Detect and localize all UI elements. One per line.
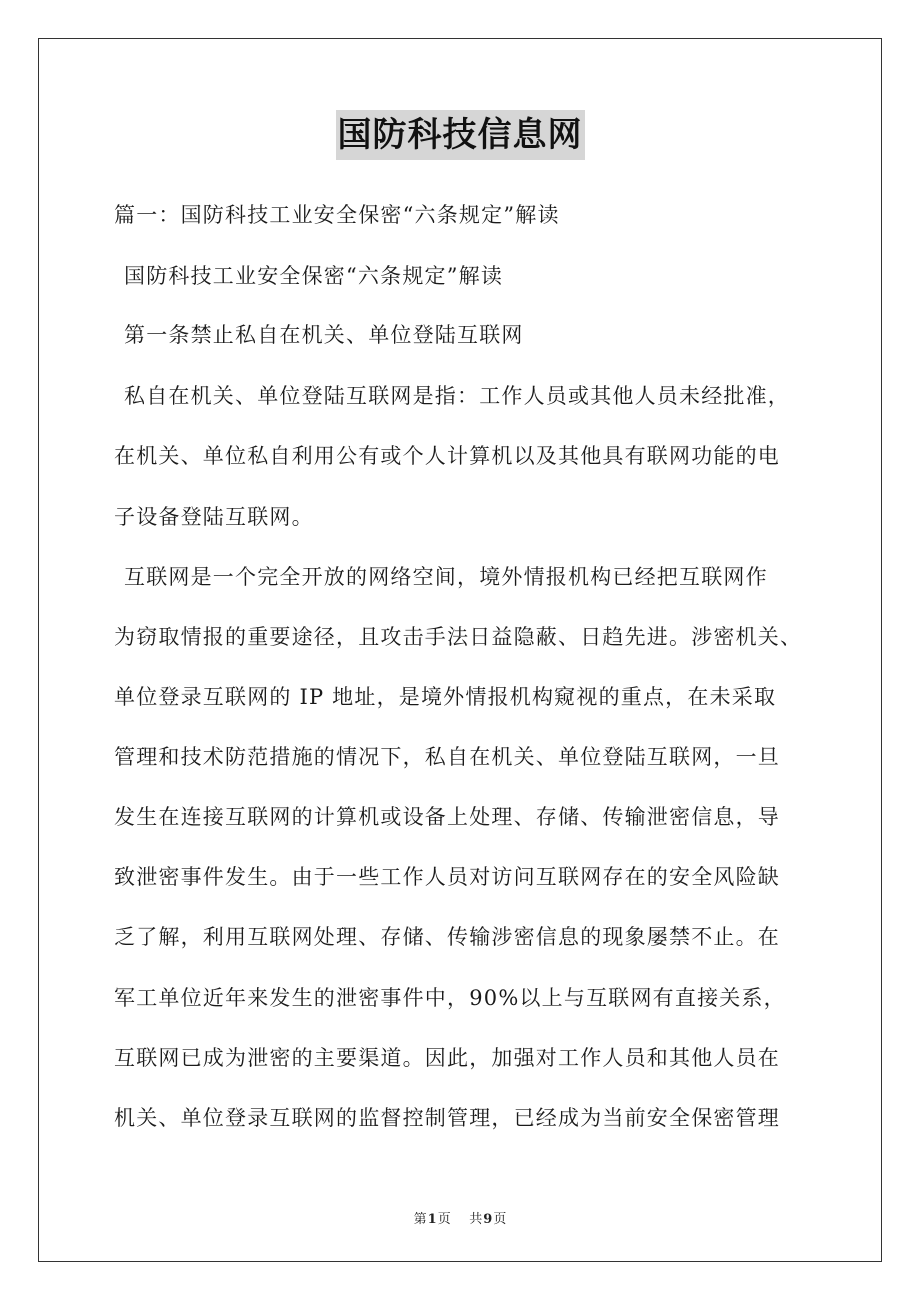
document-title: 国防科技信息网 bbox=[336, 110, 585, 160]
text-line: 乏了解，利用互联网处理、存储、传输涉密信息的现象屡禁不止。在 bbox=[114, 925, 780, 949]
text-line: 管理和技术防范措施的情况下，私自在机关、单位登陆互联网，一旦 bbox=[114, 745, 780, 769]
text-line: 为窃取情报的重要途径，且攻击手法日益隐蔽、日趋先进。涉密机关、 bbox=[114, 625, 803, 649]
text-line: 致泄密事件发生。由于一些工作人员对访问互联网存在的安全风险缺 bbox=[114, 865, 780, 889]
footer-current-page: 1 bbox=[427, 1212, 437, 1227]
text-line: 私自在机关、单位登陆互联网是指：工作人员或其他人员未经批准， bbox=[124, 384, 790, 408]
footer-prefix: 第 bbox=[413, 1212, 427, 1227]
text-line: 机关、单位登录互联网的监督控制管理，已经成为当前安全保密管理 bbox=[114, 1106, 780, 1130]
text-line: 互联网已成为泄密的主要渠道。因此，加强对工作人员和其他人员在 bbox=[114, 1046, 780, 1070]
text-line: 单位登录互联网的 IP 地址，是境外情报机构窥视的重点，在未采取 bbox=[114, 685, 777, 709]
text-line: 发生在连接互联网的计算机或设备上处理、存储、传输泄密信息，导 bbox=[114, 805, 780, 829]
footer-total-prefix: 共 bbox=[469, 1212, 483, 1227]
text-line: 子设备登陆互联网。 bbox=[114, 505, 314, 529]
text-line-article-title: 第一条禁止私自在机关、单位登陆互联网 bbox=[124, 323, 524, 347]
text-line: 军工单位近年来发生的泄密事件中，90%以上与互联网有直接关系， bbox=[114, 986, 786, 1010]
footer-total-suffix: 页 bbox=[493, 1212, 507, 1227]
text-line-subheading: 国防科技工业安全保密“六条规定”解读 bbox=[124, 264, 504, 288]
page-footer bbox=[0, 1208, 920, 1227]
footer-page-label: 页 bbox=[437, 1212, 451, 1227]
footer-total-pages: 9 bbox=[483, 1212, 493, 1227]
title-container bbox=[0, 110, 920, 160]
text-line: 互联网是一个完全开放的网络空间，境外情报机构已经把互联网作 bbox=[124, 565, 768, 589]
text-line-heading: 篇一：国防科技工业安全保密“六条规定”解读 bbox=[114, 203, 560, 227]
text-line: 在机关、单位私自利用公有或个人计算机以及其他具有联网功能的电 bbox=[114, 444, 780, 468]
